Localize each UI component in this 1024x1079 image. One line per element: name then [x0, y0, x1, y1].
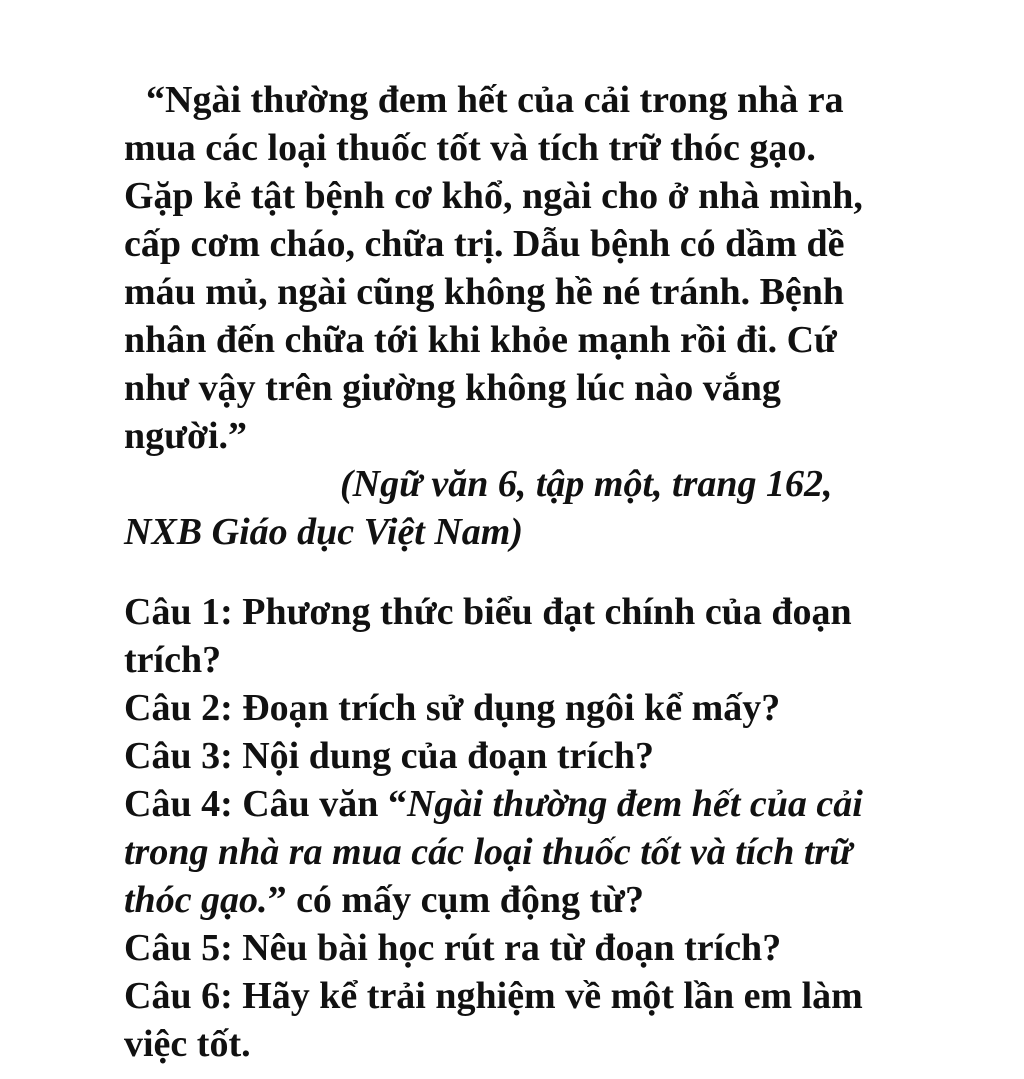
passage-line: nhân đến chữa tới khi khỏe mạnh rồi đi. Cứ [124, 319, 837, 361]
question-3: Câu 3: Nội dung của đoạn trích? [124, 735, 654, 777]
passage-line: người.” [124, 415, 248, 457]
question-4-quote-cont: trong nhà ra mua các loại thuốc tốt và tích trữ [124, 831, 852, 873]
question-4-end [124, 876, 644, 924]
question-2: Câu 2: Đoạn trích sử dụng ngôi kể mấy? [124, 687, 781, 729]
passage-line: máu mủ, ngài cũng không hề né tránh. Bệnh [124, 271, 845, 313]
question-1: Câu 1: Phương thức biểu đạt chính của đoạn [124, 591, 852, 633]
question-4 [124, 780, 863, 828]
passage-line: cấp cơm cháo, chữa trị. Dẫu bệnh có dầm dề [124, 223, 845, 265]
passage-line: “Ngài thường đem hết của cải trong nhà ra [146, 79, 844, 121]
question-6-cont: việc tốt. [124, 1023, 251, 1065]
question-4-prefix: Câu 4: Câu văn “ [124, 783, 407, 825]
source-citation: NXB Giáo dục Việt Nam) [124, 511, 524, 553]
question-4-quote-end: thóc gạo. [124, 879, 268, 921]
question-1-cont: trích? [124, 639, 222, 681]
passage-line: Gặp kẻ tật bệnh cơ khổ, ngài cho ở nhà mình, [124, 175, 863, 217]
question-4-suffix: ” có mấy cụm động từ? [267, 879, 644, 921]
question-6: Câu 6: Hãy kể trải nghiệm về một lần em làm [124, 975, 863, 1017]
question-4-quote: Ngài thường đem hết của cải [406, 783, 863, 825]
passage-line: như vậy trên giường không lúc nào vắng [124, 367, 781, 409]
source-citation: (Ngữ văn 6, tập một, trang 162, [340, 463, 833, 505]
passage-line: mua các loại thuốc tốt và tích trữ thóc gạo. [124, 127, 816, 169]
question-5: Câu 5: Nêu bài học rút ra từ đoạn trích? [124, 927, 782, 969]
